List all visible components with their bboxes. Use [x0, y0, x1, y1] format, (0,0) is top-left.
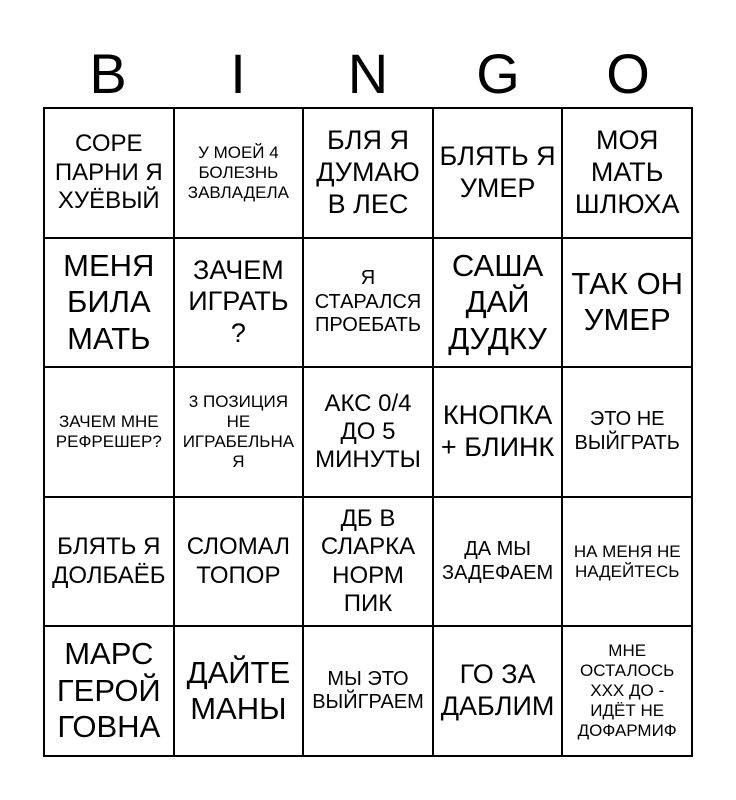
bingo-cell[interactable]: Я СТАРАЛСЯ ПРОЕБАТЬ	[303, 238, 433, 368]
bingo-cell[interactable]: САША ДАЙ ДУДКУ	[433, 238, 563, 368]
bingo-cell[interactable]: У МОЕЙ 4 БОЛЕЗНЬ ЗАВЛАДЕЛА	[174, 108, 304, 238]
bingo-cell[interactable]: ГО ЗА ДАБЛИМ	[433, 626, 563, 756]
bingo-cell[interactable]: НА МЕНЯ НЕ НАДЕЙТЕСЬ	[562, 497, 692, 627]
bingo-cell[interactable]: СОРЕ ПАРНИ Я ХУЁВЫЙ	[44, 108, 174, 238]
bingo-cell[interactable]: ДАЙТЕ МАНЫ	[174, 626, 304, 756]
bingo-cell[interactable]: БЛЯТЬ Я ДОЛБАЁБ	[44, 497, 174, 627]
bingo-cell[interactable]: КНОПКА + БЛИНК	[433, 367, 563, 497]
header-letter-i: I	[230, 42, 246, 105]
bingo-cell[interactable]: ДБ В СЛАРКА НОРМ ПИК	[303, 497, 433, 627]
header-letter-o: O	[606, 42, 650, 105]
bingo-cell[interactable]: БЛЯТЬ Я УМЕР	[433, 108, 563, 238]
bingo-cell[interactable]: АКС 0/4 ДО 5 МИНУТЫ	[303, 367, 433, 497]
bingo-cell[interactable]: ТАК ОН УМЕР	[562, 238, 692, 368]
bingo-cell[interactable]: МАРС ГЕРОЙ ГОВНА	[44, 626, 174, 756]
header-letter-g: G	[476, 42, 520, 105]
bingo-board	[43, 107, 693, 757]
bingo-cell[interactable]: ЗАЧЕМ ИГРАТЬ ?	[174, 238, 304, 368]
bingo-cell[interactable]: МНЕ ОСТАЛОСЬ ХХХ ДО - ИДЁТ НЕ ДОФАРМИФ	[562, 626, 692, 756]
header-letter-b: B	[89, 42, 127, 105]
header-letter-n: N	[347, 42, 389, 105]
bingo-cell[interactable]: ДА МЫ ЗАДЕФАЕМ	[433, 497, 563, 627]
bingo-header	[43, 40, 693, 108]
bingo-cell[interactable]: МОЯ МАТЬ ШЛЮХА	[562, 108, 692, 238]
bingo-cell[interactable]: ЭТО НЕ ВЫЙГРАТЬ	[562, 367, 692, 497]
bingo-cell[interactable]: 3 ПОЗИЦИЯ НЕ ИГРАБЕЛЬНАЯ	[174, 367, 304, 497]
bingo-cell[interactable]: СЛОМАЛ ТОПОР	[174, 497, 304, 627]
bingo-cell[interactable]: МЕНЯ БИЛА МАТЬ	[44, 238, 174, 368]
bingo-cell[interactable]: ЗАЧЕМ МНЕ РЕФРЕШЕР?	[44, 367, 174, 497]
bingo-cell[interactable]: МЫ ЭТО ВЫЙГРАЕМ	[303, 626, 433, 756]
bingo-cell[interactable]: БЛЯ Я ДУМАЮ В ЛЕС	[303, 108, 433, 238]
